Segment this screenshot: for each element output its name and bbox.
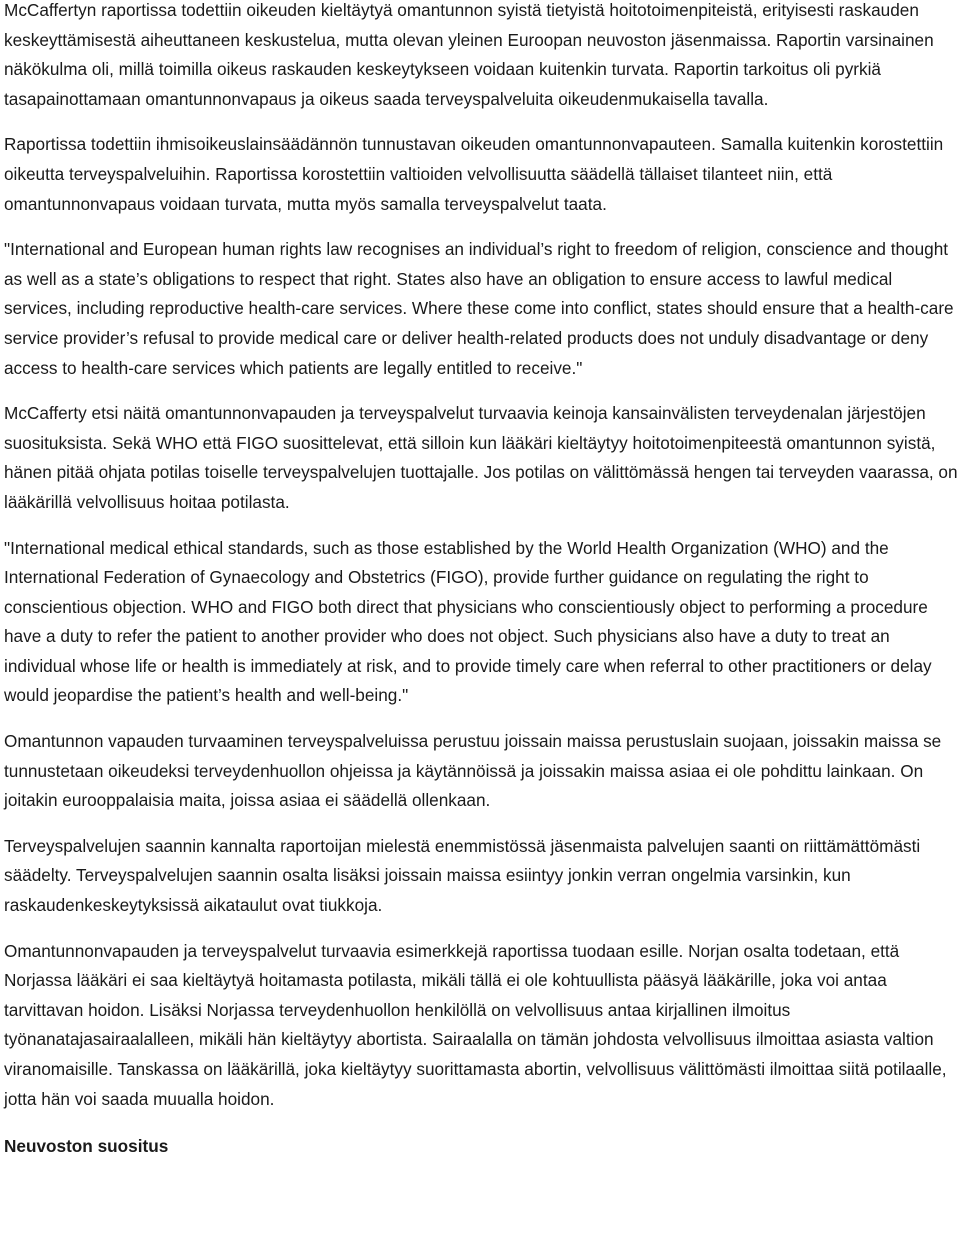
paragraph-5-quote: "International medical ethical standards, such as those established by the World Health Organization (WHO) and the International Federation of Gynaecology and Obstetrics (FIGO), provide further guidance on regulating the right to conscientious objection. WHO and FIGO both direct that physicians who conscientiously object to performing a procedure have a duty to refer the patient to another provider who does not object. Such physicians also have a duty to treat an individual whose life or health is immediately at risk, and to provide timely care when referral to other practitioners or delay would jeopardise the patient’s health and well-being." bbox=[4, 537, 932, 706]
paragraph-1: McCaffertyn raportissa todettiin oikeuden kieltäytyä omantunnon syistä tietyistä hoitotoimenpiteistä, erityisesti raskauden keskeyttämisestä aiheuttaneen keskustelua, mutta olevan yleinen Euroopan neuvoston jäsenmaissa. Raportin varsinainen näkökulma oli, millä toimilla oikeus raskauden keskeytykseen voidaan kuitenkin turvata. Raportin tarkoitus oli pyrkiä tasapainottamaan omantunnonvapaus ja oikeus saada terveyspalveluita oikeudenmukaisella tavalla. bbox=[4, 0, 934, 109]
paragraph-3-quote: "International and European human rights law recognises an individual’s right to freedom of religion, conscience and thought as well as a state’s obligations to respect that right. States also have an obligation to ensure access to lawful medical services, including reproductive health-care services. Where these come into conflict, states should ensure that a health-care service provider’s refusal to provide medical care or deliver health-related products does not unduly disadvantage or deny access to health-care services which patients are legally entitled to receive." bbox=[4, 239, 954, 378]
paragraph-7: Terveyspalvelujen saannin kannalta raportoijan mielestä enemmistössä jäsenmaista palvelujen saanti on riittämättömästi säädelty. Terveyspalvelujen saannin osalta lisäksi joissain maissa esiintyy jonkin verran ongelmia varsinkin, kun raskaudenkeskeytyksissä aikataulut ovat tiukkoja. bbox=[4, 835, 921, 916]
paragraph-6: Omantunnon vapauden turvaaminen terveyspalveluissa perustuu joissain maissa perustuslain suojaan, joissakin maissa se tunnustetaan oikeudeksi terveydenhuollon ohjeissa ja käytännöissä ja joissakin maissa asiaa ei ole pohdittu lainkaan. On joitakin eurooppalaisia maita, joissa asiaa ei säädellä ollenkaan. bbox=[4, 731, 942, 811]
paragraph-8: Omantunnonvapauden ja terveyspalvelut turvaavia esimerkkejä raportissa tuodaan esille. Norjan osalta todetaan, että Norjassa lääkäri ei saa kieltäytyä hoitamasta potilasta, mikäli tällä ei ole kohtuullista pääsyä lääkärille, joka voi antaa tarvittavan hoidon. Lisäksi Norjassa terveydenhuollon henkilöllä on velvollisuus antaa kirjallinen ilmoitus työnanatajasairaalalleen, mikäli hän kieltäytyy abortista. Sairaalalla on tämän johdosta velvollisuus ilmoittaa asiasta valtion viranomaisille. Tanskassa on lääkärillä, joka kieltäytyy suorittamasta abortin, velvollisuus välittömästi ilmoittaa siitä potilaalle, jotta hän voi saada muualla hoidon. bbox=[4, 940, 947, 1109]
section-heading: Neuvoston suositus bbox=[4, 1136, 169, 1157]
paragraph-2: Raportissa todettiin ihmisoikeuslainsäädännön tunnustavan oikeuden omantunnonvapauteen. Samalla kuitenkin korostettiin oikeutta terveyspalveluihin. Raportissa korostettiin valtioiden velvollisuutta säädellä tällaiset tilanteet niin, että omantunnonvapaus voidaan turvata, mutta myös samalla terveyspalvelut taata. bbox=[4, 134, 944, 214]
paragraph-4: McCafferty etsi näitä omantunnonvapauden ja terveyspalvelut turvaavia keinoja kansainvälisten terveydenalan järjestöjen suosituksista. Sekä WHO että FIGO suosittelevat, että silloin kun lääkäri kieltäytyy hoitotoimenpiteestä omantunnon syistä, hänen pitää ohjata potilas toiselle terveyspalvelujen tuottajalle. Jos potilas on välittömässä hengen tai terveyden vaarassa, on lääkärillä velvollisuus hoitaa potilasta. bbox=[4, 403, 958, 512]
document-page bbox=[4, 0, 958, 1162]
